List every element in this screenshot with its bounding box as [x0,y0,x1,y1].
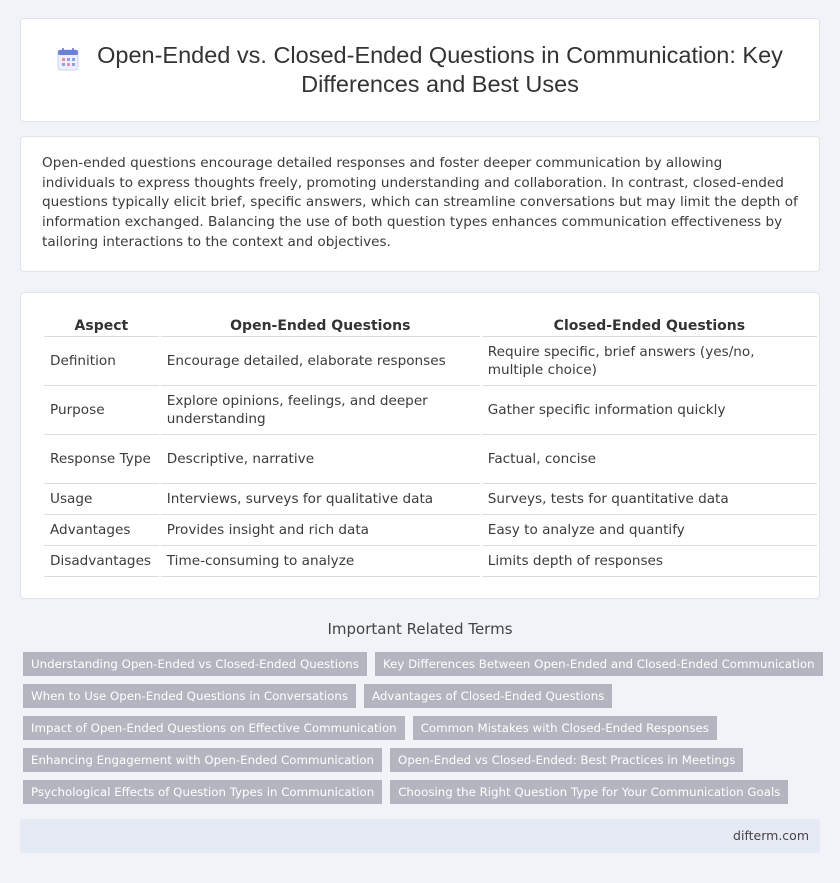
table-header-row [44,315,817,337]
cell-aspect: Purpose [44,386,159,435]
header-aspect: Aspect [44,315,159,337]
header-open-ended: Open-Ended Questions [161,315,480,337]
cell-closed: Gather specific information quickly [482,386,817,435]
table-row [44,484,817,515]
related-terms-title: Important Related Terms [327,620,513,638]
intro-paragraph: Open-ended questions encourage detailed responses and foster deeper communication by allowing individuals to express thoughts freely, promoting understanding and collaboration. In contrast, closed-ended questions typically elicit brief, specific answers, which can streamline conversations but may limit the depth of information exchanged. Balancing the use of both question types enhances communication effectiveness by tailoring interactions to the context and objectives. [42,155,798,250]
related-term-link[interactable]: Advantages of Closed-Ended Questions [364,684,612,708]
comparison-table [42,315,819,577]
cell-open: Interviews, surveys for qualitative data [161,484,480,515]
cell-aspect: Disadvantages [44,546,159,577]
table-row [44,435,817,484]
cell-open: Encourage detailed, elaborate responses [161,337,480,386]
intro-card [20,136,820,272]
cell-closed: Limits depth of responses [482,546,817,577]
cell-aspect: Definition [44,337,159,386]
cell-aspect: Advantages [44,515,159,546]
table-row [44,386,817,435]
related-terms-list [23,652,813,812]
cell-aspect: Response Type [44,435,159,484]
comparison-table-card [20,292,820,599]
tag-row [23,716,813,740]
cell-open: Provides insight and rich data [161,515,480,546]
table-row [44,546,817,577]
cell-aspect: Usage [44,484,159,515]
tag-row [23,652,813,676]
cell-closed: Surveys, tests for quantitative data [482,484,817,515]
table-row [44,515,817,546]
related-term-link[interactable]: Impact of Open-Ended Questions on Effective Communication [23,716,405,740]
related-term-link[interactable]: Open-Ended vs Closed-Ended: Best Practices in Meetings [390,748,743,772]
related-term-link[interactable]: When to Use Open-Ended Questions in Conversations [23,684,356,708]
footer-site-link[interactable]: difterm.com [733,828,809,843]
page-title: Open-Ended vs. Closed-Ended Questions in Communication: Key Differences and Best Uses [97,42,783,97]
cell-open: Explore opinions, feelings, and deeper understanding [161,386,480,435]
related-term-link[interactable]: Common Mistakes with Closed-Ended Responses [413,716,717,740]
header-closed-ended: Closed-Ended Questions [482,315,817,337]
related-term-link[interactable]: Understanding Open-Ended vs Closed-Ended Questions [23,652,367,676]
tag-row [23,684,813,708]
related-term-link[interactable]: Key Differences Between Open-Ended and Closed-Ended Communication [375,652,823,676]
cell-closed: Easy to analyze and quantify [482,515,817,546]
cell-open: Descriptive, narrative [161,435,480,484]
tag-row [23,748,813,772]
footer [20,819,820,853]
tag-row [23,780,813,804]
cell-closed: Factual, concise [482,435,817,484]
related-term-link[interactable]: Enhancing Engagement with Open-Ended Communication [23,748,382,772]
cell-closed: Require specific, brief answers (yes/no, multiple choice) [482,337,817,386]
related-term-link[interactable]: Psychological Effects of Question Types in Communication [23,780,382,804]
header-card [20,18,820,122]
related-term-link[interactable]: Choosing the Right Question Type for Your Communication Goals [390,780,788,804]
cell-open: Time-consuming to analyze [161,546,480,577]
table-row [44,337,817,386]
